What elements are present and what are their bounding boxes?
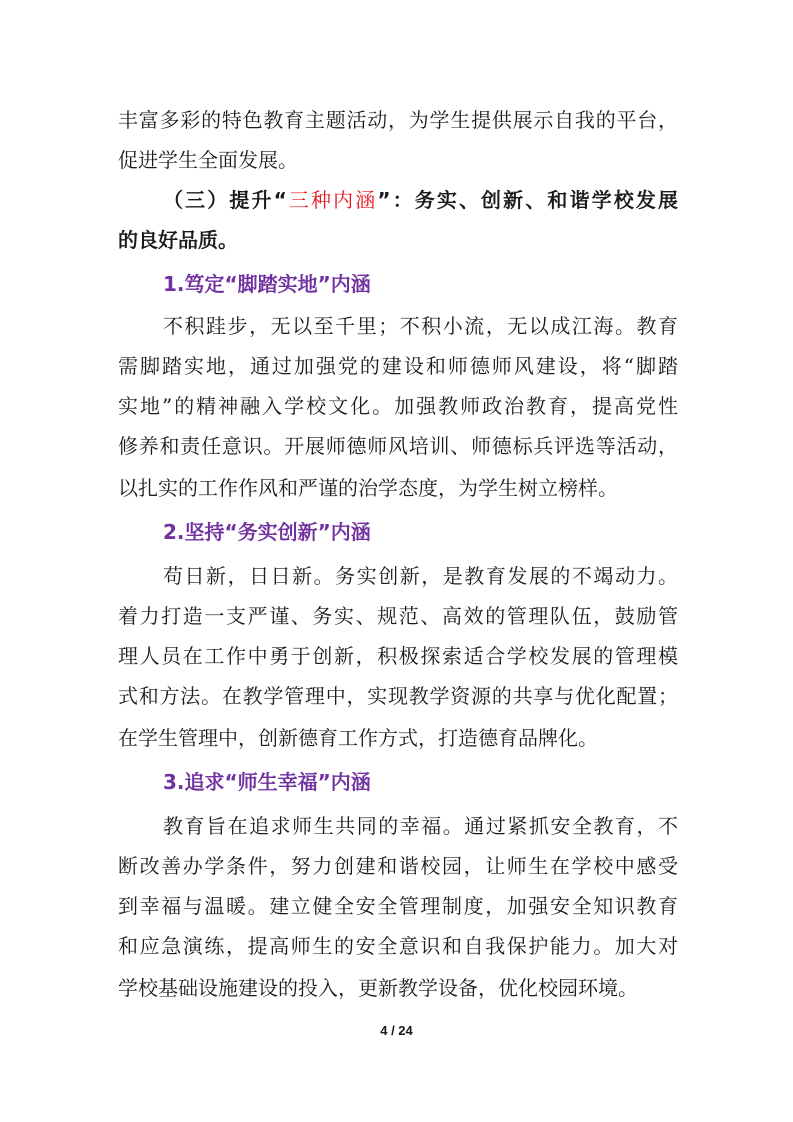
heading-line-2: 的良好品质。 — [118, 228, 238, 252]
section-2-line-4: 式和方法。在教学管理中，实现教学资源的共享与优化配置； — [118, 684, 678, 708]
section-3-line-3: 到幸福与温暖。建立健全安全管理制度，加强安全知识教育 — [118, 894, 678, 918]
heading-prefix: （三）提升“ — [163, 188, 287, 212]
section-3-line-1: 教育旨在追求师生共同的幸福。通过紧抓安全教育，不 — [163, 814, 678, 838]
section-2-line-1: 苟日新，日日新。务实创新，是教育发展的不竭动力。 — [163, 564, 678, 588]
section-1-line-1: 不积跬步，无以至千里；不积小流，无以成江海。教育 — [163, 314, 678, 338]
section-2-line-2: 着力打造一支严谨、务实、规范、高效的管理队伍，鼓励管 — [118, 604, 678, 628]
intro-line-1: 丰富多彩的特色教育主题活动，为学生提供展示自我的平台， — [118, 108, 678, 132]
section-2-line-5: 在学生管理中，创新德育工作方式，打造德育品牌化。 — [118, 726, 598, 750]
page-number: 4 / 24 — [380, 1023, 413, 1038]
heading-highlight: 三种内涵 — [286, 188, 378, 212]
section-3-title: 3.追求“师生幸福”内涵 — [163, 770, 371, 794]
section-1-line-2: 需脚踏实地，通过加强党的建设和师德师风建设，将“脚踏 — [118, 354, 678, 378]
section-1-line-5: 以扎实的工作作风和严谨的治学态度，为学生树立榜样。 — [118, 476, 618, 500]
section-3-line-5: 学校基础设施建设的投入，更新教学设备，优化校园环境。 — [118, 976, 638, 1000]
heading-line-1 — [163, 186, 678, 214]
section-3-line-2: 断改善办学条件，努力创建和谐校园，让师生在学校中感受 — [118, 854, 678, 878]
section-2-line-3: 理人员在工作中勇于创新，积极探索适合学校发展的管理模 — [118, 644, 678, 668]
section-2-title: 2.坚持“务实创新”内涵 — [163, 520, 371, 544]
section-1-title: 1.笃定“脚踏实地”内涵 — [163, 272, 371, 296]
section-3-line-4: 和应急演练，提高师生的安全意识和自我保护能力。加大对 — [118, 934, 678, 958]
section-1-line-4: 修养和责任意识。开展师德师风培训、师德标兵评选等活动， — [118, 434, 678, 458]
intro-line-2: 促进学生全面发展。 — [118, 148, 298, 172]
heading-suffix: ”：务实、创新、和谐学校发展 — [377, 188, 678, 212]
section-1-line-3: 实地”的精神融入学校文化。加强教师政治教育，提高党性 — [118, 394, 678, 418]
